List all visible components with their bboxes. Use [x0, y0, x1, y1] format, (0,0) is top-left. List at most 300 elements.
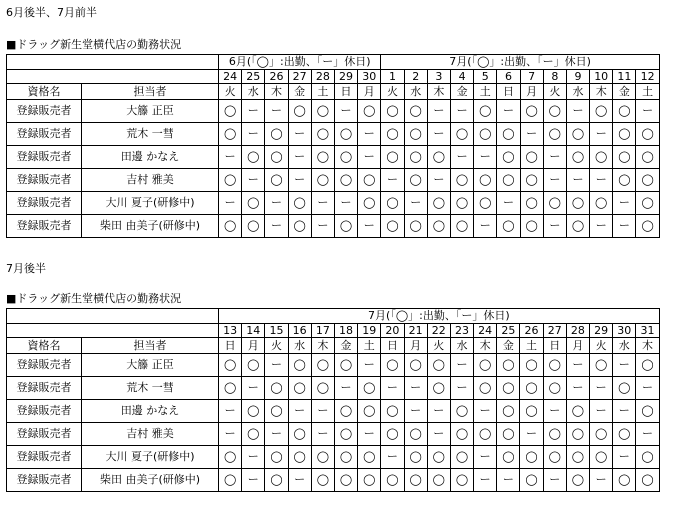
attendance-cell: ◯	[497, 354, 520, 377]
attendance-cell: ◯	[334, 469, 357, 492]
attendance-cell: ◯	[566, 192, 589, 215]
weekday-cell: 火	[219, 84, 242, 100]
attendance-cell: ◯	[427, 446, 450, 469]
attendance-cell: ー	[334, 192, 357, 215]
attendance-cell: ー	[497, 469, 520, 492]
attendance-cell: ◯	[219, 123, 242, 146]
attendance-cell: ◯	[450, 400, 473, 423]
staff-row	[7, 400, 660, 423]
date-cell: 17	[311, 324, 334, 338]
weekday-cell: 金	[288, 84, 311, 100]
attendance-cell: ◯	[590, 192, 613, 215]
attendance-cell: ー	[566, 354, 589, 377]
attendance-cell: ー	[358, 354, 381, 377]
attendance-cell: ◯	[566, 215, 589, 238]
weekday-cell: 火	[590, 338, 613, 354]
date-cell: 23	[450, 324, 473, 338]
attendance-cell: ◯	[288, 215, 311, 238]
attendance-cell: ◯	[636, 354, 659, 377]
attendance-cell: ◯	[334, 423, 357, 446]
attendance-cell: ◯	[288, 192, 311, 215]
attendance-cell: ー	[450, 100, 473, 123]
date-cell: 5	[474, 70, 497, 84]
attendance-cell: ◯	[219, 354, 242, 377]
attendance-cell: ◯	[311, 354, 334, 377]
attendance-cell: ー	[288, 146, 311, 169]
attendance-cell: ー	[497, 192, 520, 215]
attendance-cell: ー	[427, 400, 450, 423]
attendance-cell: ◯	[636, 446, 659, 469]
attendance-cell: ◯	[474, 377, 497, 400]
attendance-cell: ◯	[288, 100, 311, 123]
weekday-cell: 金	[334, 338, 357, 354]
date-cell: 20	[381, 324, 404, 338]
attendance-cell: ◯	[450, 469, 473, 492]
attendance-cell: ー	[334, 100, 357, 123]
date-cell: 28	[311, 70, 334, 84]
section2-heading: 7月後半	[6, 262, 46, 275]
attendance-cell: ◯	[474, 423, 497, 446]
attendance-cell: ◯	[334, 354, 357, 377]
month-header-row	[7, 55, 660, 70]
attendance-cell: ◯	[636, 169, 659, 192]
attendance-cell: ◯	[404, 146, 427, 169]
weekday-cell: 水	[566, 84, 589, 100]
attendance-cell: ー	[450, 354, 473, 377]
staff-name-cell: 田邊 かなえ	[82, 146, 219, 169]
attendance-cell: ー	[265, 354, 288, 377]
staff-name-cell: 柴田 由美子(研修中)	[82, 215, 219, 238]
attendance-cell: ー	[288, 169, 311, 192]
weekday-cell: 水	[288, 338, 311, 354]
attendance-cell: ー	[474, 469, 497, 492]
attendance-cell: ー	[358, 146, 381, 169]
attendance-cell: ◯	[497, 169, 520, 192]
weekday-cell: 日	[334, 84, 357, 100]
attendance-cell: ◯	[566, 123, 589, 146]
date-cell: 22	[427, 324, 450, 338]
attendance-cell: ー	[311, 400, 334, 423]
staff-row	[7, 423, 660, 446]
attendance-cell: ◯	[334, 123, 357, 146]
attendance-cell: ー	[474, 146, 497, 169]
staff-name-cell: 田邊 かなえ	[82, 400, 219, 423]
attendance-cell: ー	[474, 215, 497, 238]
date-cell: 24	[219, 70, 242, 84]
weekday-cell: 月	[566, 338, 589, 354]
attendance-cell: ◯	[613, 146, 636, 169]
staff-name-cell: 荒木 一彗	[82, 123, 219, 146]
attendance-cell: ー	[265, 100, 288, 123]
attendance-cell: ー	[242, 100, 265, 123]
attendance-cell: ◯	[636, 192, 659, 215]
attendance-cell: ◯	[404, 100, 427, 123]
attendance-cell: ◯	[520, 377, 543, 400]
attendance-cell: ー	[265, 192, 288, 215]
weekday-cell: 土	[311, 84, 334, 100]
section1-subtitle: ■ドラッグ新生堂横代店の勤務状況	[6, 38, 182, 51]
attendance-cell: ー	[404, 400, 427, 423]
attendance-cell: ◯	[566, 423, 589, 446]
attendance-cell: ◯	[450, 123, 473, 146]
qualification-cell: 登録販売者	[7, 192, 82, 215]
weekday-cell: 火	[381, 84, 404, 100]
attendance-cell: ー	[590, 400, 613, 423]
qualification-column-header: 資格名	[7, 338, 82, 354]
header-blank-cell	[7, 70, 219, 84]
attendance-cell: ◯	[520, 446, 543, 469]
weekday-cell: 月	[242, 338, 265, 354]
attendance-cell: ◯	[381, 192, 404, 215]
attendance-cell: ◯	[219, 469, 242, 492]
attendance-cell: ー	[566, 169, 589, 192]
attendance-cell: ー	[219, 192, 242, 215]
staff-row	[7, 446, 660, 469]
attendance-cell: ◯	[242, 146, 265, 169]
attendance-cell: ◯	[219, 215, 242, 238]
attendance-cell: ◯	[497, 446, 520, 469]
date-cell: 19	[358, 324, 381, 338]
attendance-cell: ◯	[358, 400, 381, 423]
attendance-cell: ー	[497, 100, 520, 123]
weekday-cell: 日	[219, 338, 242, 354]
attendance-cell: ◯	[381, 400, 404, 423]
attendance-cell: ー	[288, 123, 311, 146]
attendance-cell: ー	[613, 192, 636, 215]
attendance-cell: ◯	[358, 377, 381, 400]
weekday-cell: 日	[497, 84, 520, 100]
weekday-cell: 木	[474, 338, 497, 354]
attendance-cell: ◯	[636, 215, 659, 238]
attendance-cell: ー	[590, 123, 613, 146]
attendance-cell: ー	[590, 377, 613, 400]
attendance-cell: ◯	[450, 192, 473, 215]
attendance-cell: ー	[219, 423, 242, 446]
date-cell: 27	[543, 324, 566, 338]
date-cell: 25	[242, 70, 265, 84]
attendance-cell: ◯	[520, 100, 543, 123]
date-cell: 26	[520, 324, 543, 338]
attendance-cell: ー	[358, 215, 381, 238]
attendance-cell: ◯	[590, 354, 613, 377]
attendance-cell: ー	[358, 123, 381, 146]
attendance-cell: ◯	[404, 215, 427, 238]
attendance-cell: ◯	[474, 100, 497, 123]
qualification-cell: 登録販売者	[7, 400, 82, 423]
attendance-cell: ◯	[543, 446, 566, 469]
attendance-cell: ◯	[358, 469, 381, 492]
date-cell: 9	[566, 70, 589, 84]
date-cell: 8	[543, 70, 566, 84]
section2-subtitle: ■ドラッグ新生堂横代店の勤務状況	[6, 292, 182, 305]
attendance-cell: ◯	[474, 192, 497, 215]
weekday-cell: 火	[543, 84, 566, 100]
qualification-cell: 登録販売者	[7, 215, 82, 238]
qualification-cell: 登録販売者	[7, 123, 82, 146]
attendance-cell: ◯	[381, 215, 404, 238]
attendance-cell: ◯	[427, 146, 450, 169]
attendance-cell: ◯	[543, 123, 566, 146]
date-cell: 31	[636, 324, 659, 338]
staff-row	[7, 123, 660, 146]
attendance-cell: ◯	[566, 469, 589, 492]
attendance-cell: ◯	[474, 169, 497, 192]
attendance-cell: ー	[590, 169, 613, 192]
attendance-cell: ◯	[265, 146, 288, 169]
attendance-cell: ◯	[404, 446, 427, 469]
staff-name-cell: 吉村 雅美	[82, 423, 219, 446]
date-cell: 6	[497, 70, 520, 84]
attendance-cell: ー	[427, 123, 450, 146]
weekday-row	[7, 84, 660, 100]
attendance-cell: ◯	[613, 169, 636, 192]
attendance-cell: ◯	[543, 192, 566, 215]
attendance-cell: ー	[636, 377, 659, 400]
attendance-cell: ◯	[520, 192, 543, 215]
attendance-cell: ◯	[543, 423, 566, 446]
date-cell: 18	[334, 324, 357, 338]
attendance-cell: ー	[288, 400, 311, 423]
header-blank-cell	[7, 55, 219, 70]
attendance-cell: ー	[636, 100, 659, 123]
attendance-cell: ◯	[358, 446, 381, 469]
staff-name-cell: 大籐 正臣	[82, 354, 219, 377]
attendance-cell: ◯	[381, 423, 404, 446]
attendance-cell: ◯	[520, 146, 543, 169]
qualification-cell: 登録販売者	[7, 354, 82, 377]
attendance-cell: ◯	[497, 123, 520, 146]
attendance-cell: ◯	[427, 354, 450, 377]
attendance-cell: ◯	[242, 423, 265, 446]
date-cell: 28	[566, 324, 589, 338]
date-cell: 15	[265, 324, 288, 338]
schedule-table-june-july	[6, 54, 660, 238]
attendance-cell: ー	[543, 146, 566, 169]
date-cell: 1	[381, 70, 404, 84]
weekday-cell: 日	[381, 338, 404, 354]
qualification-cell: 登録販売者	[7, 146, 82, 169]
attendance-cell: ◯	[520, 469, 543, 492]
attendance-cell: ◯	[311, 446, 334, 469]
attendance-cell: ー	[543, 215, 566, 238]
attendance-cell: ー	[242, 446, 265, 469]
staff-name-cell: 吉村 雅美	[82, 169, 219, 192]
attendance-cell: ◯	[450, 423, 473, 446]
month-header-cell: 6月(「◯」:出勤、「ー」休日)	[219, 55, 381, 70]
attendance-cell: ー	[311, 423, 334, 446]
header-blank-cell	[7, 324, 219, 338]
attendance-cell: ◯	[636, 123, 659, 146]
weekday-cell: 土	[636, 84, 659, 100]
attendance-cell: ◯	[265, 169, 288, 192]
attendance-cell: ◯	[381, 100, 404, 123]
date-cell: 30	[358, 70, 381, 84]
attendance-cell: ◯	[474, 354, 497, 377]
attendance-cell: ◯	[566, 400, 589, 423]
attendance-cell: ー	[334, 377, 357, 400]
attendance-cell: ◯	[404, 469, 427, 492]
attendance-cell: ◯	[636, 400, 659, 423]
date-row	[7, 324, 660, 338]
qualification-cell: 登録販売者	[7, 377, 82, 400]
date-cell: 11	[613, 70, 636, 84]
attendance-cell: ◯	[311, 123, 334, 146]
date-cell: 3	[427, 70, 450, 84]
staff-row	[7, 215, 660, 238]
attendance-cell: ー	[265, 215, 288, 238]
attendance-cell: ◯	[334, 446, 357, 469]
date-cell: 24	[474, 324, 497, 338]
attendance-cell: ー	[636, 423, 659, 446]
attendance-cell: ◯	[520, 215, 543, 238]
weekday-cell: 木	[590, 84, 613, 100]
weekday-cell: 日	[543, 338, 566, 354]
attendance-cell: ー	[242, 123, 265, 146]
qualification-cell: 登録販売者	[7, 169, 82, 192]
attendance-cell: ー	[427, 100, 450, 123]
attendance-cell: ◯	[590, 100, 613, 123]
attendance-cell: ー	[242, 169, 265, 192]
staff-row	[7, 169, 660, 192]
attendance-cell: ◯	[242, 354, 265, 377]
qualification-column-header: 資格名	[7, 84, 82, 100]
attendance-cell: ◯	[566, 146, 589, 169]
attendance-cell: ◯	[474, 123, 497, 146]
weekday-cell: 木	[265, 84, 288, 100]
attendance-cell: ◯	[636, 146, 659, 169]
staff-row	[7, 100, 660, 123]
attendance-cell: ◯	[590, 423, 613, 446]
attendance-cell: ◯	[381, 146, 404, 169]
date-cell: 4	[450, 70, 473, 84]
attendance-cell: ◯	[520, 169, 543, 192]
date-cell: 14	[242, 324, 265, 338]
attendance-cell: ー	[242, 377, 265, 400]
date-cell: 2	[404, 70, 427, 84]
attendance-cell: ー	[381, 169, 404, 192]
attendance-cell: ◯	[311, 377, 334, 400]
attendance-cell: ◯	[265, 469, 288, 492]
attendance-cell: ◯	[311, 100, 334, 123]
attendance-cell: ◯	[613, 469, 636, 492]
attendance-cell: ◯	[334, 215, 357, 238]
attendance-cell: ー	[242, 469, 265, 492]
date-cell: 12	[636, 70, 659, 84]
attendance-cell: ◯	[358, 100, 381, 123]
attendance-cell: ◯	[427, 469, 450, 492]
attendance-cell: ◯	[497, 423, 520, 446]
attendance-cell: ー	[404, 377, 427, 400]
weekday-cell: 水	[404, 84, 427, 100]
weekday-cell: 金	[497, 338, 520, 354]
attendance-cell: ー	[520, 423, 543, 446]
attendance-cell: ー	[520, 123, 543, 146]
attendance-cell: ー	[474, 400, 497, 423]
attendance-cell: ◯	[636, 469, 659, 492]
staff-column-header: 担当者	[82, 338, 219, 354]
month-header-row	[7, 309, 660, 324]
attendance-cell: ー	[404, 192, 427, 215]
attendance-cell: ◯	[497, 377, 520, 400]
attendance-cell: ◯	[613, 423, 636, 446]
attendance-cell: ◯	[450, 215, 473, 238]
date-cell: 10	[590, 70, 613, 84]
weekday-cell: 土	[358, 338, 381, 354]
attendance-cell: ◯	[450, 169, 473, 192]
attendance-cell: ー	[381, 377, 404, 400]
staff-row	[7, 377, 660, 400]
weekday-cell: 金	[450, 84, 473, 100]
attendance-cell: ◯	[381, 354, 404, 377]
attendance-cell: ー	[590, 215, 613, 238]
staff-name-cell: 荒木 一彗	[82, 377, 219, 400]
attendance-cell: ◯	[404, 169, 427, 192]
date-row	[7, 70, 660, 84]
attendance-cell: ◯	[288, 354, 311, 377]
attendance-cell: ◯	[590, 146, 613, 169]
attendance-cell: ◯	[219, 169, 242, 192]
attendance-cell: ー	[543, 400, 566, 423]
attendance-cell: ◯	[358, 192, 381, 215]
staff-name-cell: 柴田 由美子(研修中)	[82, 469, 219, 492]
attendance-cell: ー	[311, 192, 334, 215]
attendance-cell: ◯	[404, 123, 427, 146]
attendance-cell: ◯	[497, 146, 520, 169]
attendance-cell: ー	[219, 146, 242, 169]
header-blank-cell	[7, 309, 219, 324]
attendance-cell: ◯	[219, 446, 242, 469]
attendance-cell: ◯	[381, 123, 404, 146]
attendance-cell: ◯	[265, 123, 288, 146]
attendance-cell: ー	[566, 100, 589, 123]
date-cell: 13	[219, 324, 242, 338]
attendance-cell: ー	[613, 446, 636, 469]
attendance-cell: ◯	[613, 100, 636, 123]
attendance-cell: ◯	[566, 446, 589, 469]
attendance-cell: ◯	[520, 400, 543, 423]
attendance-cell: ◯	[311, 169, 334, 192]
weekday-row	[7, 338, 660, 354]
attendance-cell: ◯	[242, 400, 265, 423]
attendance-cell: ◯	[520, 354, 543, 377]
attendance-cell: ◯	[543, 354, 566, 377]
attendance-cell: ー	[219, 400, 242, 423]
date-cell: 29	[334, 70, 357, 84]
weekday-cell: 水	[613, 338, 636, 354]
attendance-cell: ー	[311, 215, 334, 238]
attendance-cell: ー	[358, 423, 381, 446]
weekday-cell: 水	[242, 84, 265, 100]
attendance-cell: ◯	[288, 423, 311, 446]
weekday-cell: 火	[427, 338, 450, 354]
attendance-cell: ◯	[311, 146, 334, 169]
date-cell: 25	[497, 324, 520, 338]
weekday-cell: 土	[520, 338, 543, 354]
attendance-cell: ◯	[265, 400, 288, 423]
staff-column-header: 担当者	[82, 84, 219, 100]
attendance-cell: ◯	[450, 446, 473, 469]
attendance-cell: ー	[566, 377, 589, 400]
date-cell: 27	[288, 70, 311, 84]
attendance-cell: ◯	[404, 423, 427, 446]
attendance-cell: ◯	[334, 169, 357, 192]
attendance-cell: ◯	[381, 469, 404, 492]
attendance-cell: ◯	[311, 469, 334, 492]
attendance-cell: ー	[427, 423, 450, 446]
staff-row	[7, 354, 660, 377]
date-cell: 21	[404, 324, 427, 338]
attendance-cell: ー	[265, 423, 288, 446]
